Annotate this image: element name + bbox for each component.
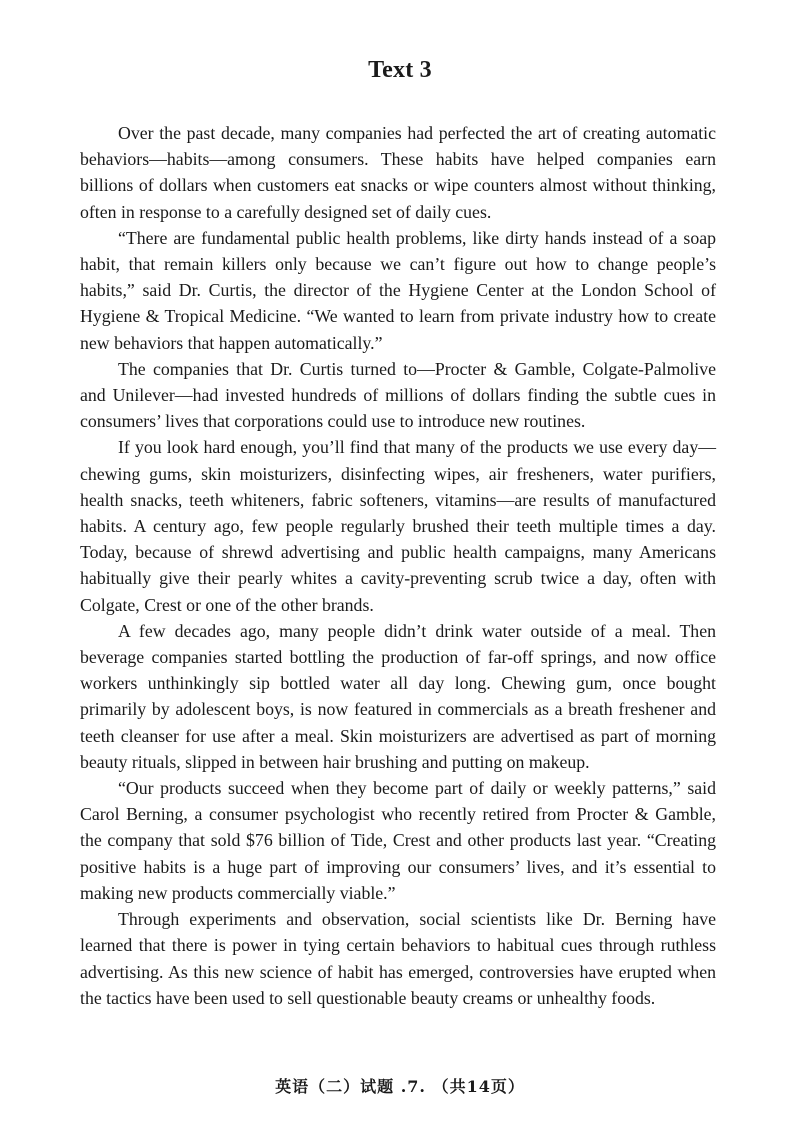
paragraph: Over the past decade, many companies had perfected the art of creating automatic behaviors—habits—among consumers. These habits have helped companies earn billions of dollars when customers eat snacks or wipe counters almost without thinking, often in response to a carefully designed set of daily cues. [80,123,716,222]
paragraph: “Our products succeed when they become part of daily or weekly patterns,” said Carol Berning, a consumer psychologist who recently retired from Procter & Gamble, the company that sold $76 billion of Tide, Crest and other products last year. “Creating positive habits is a huge part of improving our consumers’ lives, and it’s essential to making new products commercially viable.” [80,778,716,903]
paragraph: The companies that Dr. Curtis turned to—Procter & Gamble, Colgate-Palmolive and Unilever—had invested hundreds of millions of dollars finding the subtle cues in consumers’ lives that corporations could use to introduce new routines. [80,358,716,432]
page-title: Text 3 [368,57,432,83]
paragraph: “There are fundamental public health problems, like dirty hands instead of a soap habit, that remain killers only because we can’t figure out how to change people’s habits,” said Dr. Curtis, the director of the Hygiene Center at the London School of Hygiene & Tropical Medicine. “We wanted to learn from private industry how to create new behaviors that happen automatically.” [80,227,716,353]
passage-body [80,120,716,1011]
paragraph: A few decades ago, many people didn’t drink water outside of a meal. Then beverage companies started bottling the production of far-off springs, and now office workers unthinkingly sip bottled water all day long. Chewing gum, once bought primarily by adolescent boys, is now featured in commercials as a breath freshener and teeth cleanser for use after a meal. Skin moisturizers are advertised as part of morning beauty rituals, slipped in between hair brushing and putting on makeup. [80,620,716,772]
paragraph: Through experiments and observation, social scientists like Dr. Berning have learned that there is power in tying certain behaviors to habitual cues through ruthless advertising. As this new science of habit has emerged, controversies have erupted when the tactics have been used to sell questionable beauty creams or unhealthy foods. [80,909,716,1008]
paragraph: If you look hard enough, you’ll find that many of the products we use every day—chewing gums, skin moisturizers, disinfecting wipes, air fresheners, water purifiers, health snacks, teeth whiteners, fabric softeners, vitamins—are results of manufactured habits. A century ago, few people regularly brushed their teeth multiple times a day. Today, because of shrewd advertising and public health campaigns, many Americans habitually give their pearly whites a cavity-preventing scrub twice a day, often with Colgate, Crest or one of the other brands. [80,437,716,615]
page-footer: 英语（二）试题 .7. （共14页） [275,1077,525,1096]
